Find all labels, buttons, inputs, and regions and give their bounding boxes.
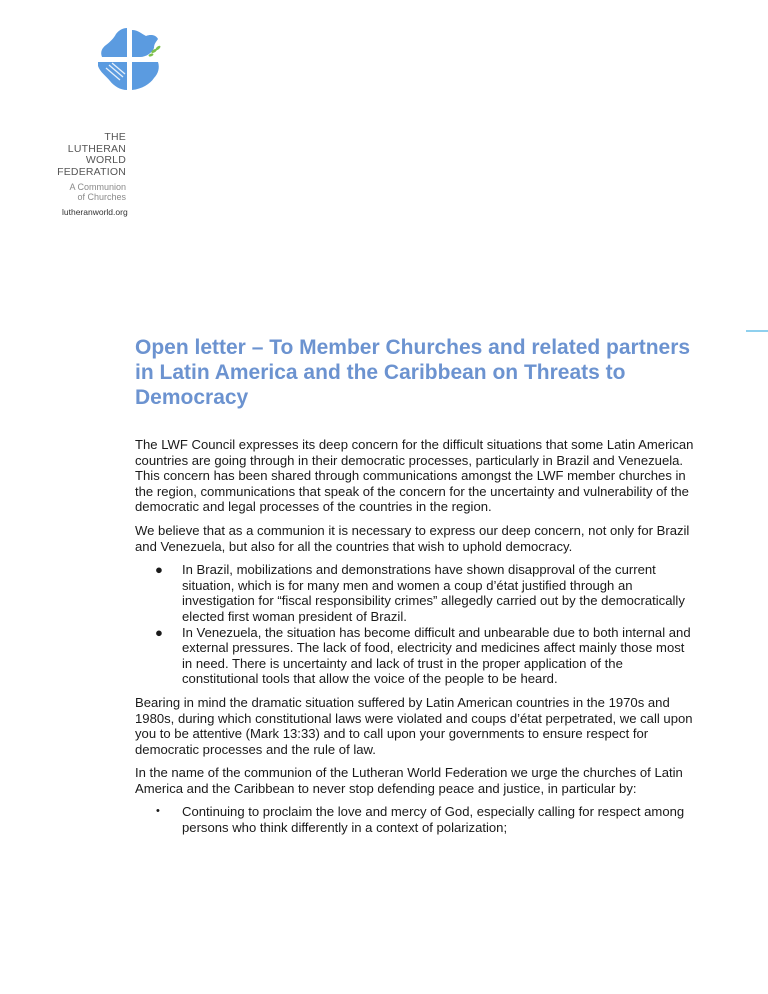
tagline-line: of Churches [77,192,126,202]
org-tagline [69,182,126,202]
org-name-line: FEDERATION [57,165,126,178]
bullet-icon: ● [155,562,163,578]
list-item [135,562,695,624]
paragraph: Bearing in mind the dramatic situation suffered by Latin American countries in the 1970s and 1980s, during which constitutional laws were violated and coups d’état perpetrated, we call upon you to be attentive (Mark 13:33) and to call upon your governments to ensure respect for democratic processes and the rule of law. [135,694,693,757]
margin-marker [746,330,768,332]
paragraph: The LWF Council expresses its deep concern for the difficult situations that some Latin American countries are going through in their democratic processes, particularly in Brazil and Venezuela. This concern has been shared through communications amongst the LWF member churches in the region, communications that speak of the concern for the uncertainty and vulnerability of the democratic and legal processes of the countries in the region. [135,437,694,515]
list-item-text: In Brazil, mobilizations and demonstrations have shown disapproval of the current situation, which is for many men and women a coup d’état justified through an investigation for “fiscal responsibility crimes” allegedly carried out by the democratically elected first woman president of Brazil. [182,562,685,624]
letter-body [135,437,695,844]
list-item-text: Continuing to proclaim the love and mercy of God, especially calling for respect among persons who think differently in a context of polarization; [182,804,685,836]
document-title: Open letter – To Member Churches and related partners in Latin America and the Caribbean on Threats to Democracy [135,336,691,409]
org-name [57,132,126,178]
org-name-line: LUTHERAN [67,142,126,155]
tagline-line: A Communion [69,182,126,192]
website-link[interactable]: lutheranworld.org [62,207,128,217]
lwf-logo-icon [96,26,164,94]
list-item [135,804,695,835]
list-item [135,625,695,687]
paragraph: We believe that as a communion it is necessary to express our deep concern, not only for Brazil and Venezuela, but also for all the countries that wish to uphold democracy. [135,522,690,554]
bullet-icon: • [156,805,160,818]
bullet-list [135,562,695,687]
org-name-line: THE [104,131,126,143]
bullet-icon: ● [155,624,163,640]
paragraph: In the name of the communion of the Lutheran World Federation we urge the churches of Latin America and the Caribbean to never stop defending peace and justice, in particular by: [135,765,683,796]
bullet-list [135,804,695,835]
org-name-line: WORLD [85,154,126,166]
list-item-text: In Venezuela, the situation has become difficult and unbearable due to both internal and external pressures. The lack of food, electricity and medicines affect mainly those most in need. There is uncertainty and lack of trust in the proper application of the constitutional tools that allow the voice of the people to be heard. [182,624,691,687]
